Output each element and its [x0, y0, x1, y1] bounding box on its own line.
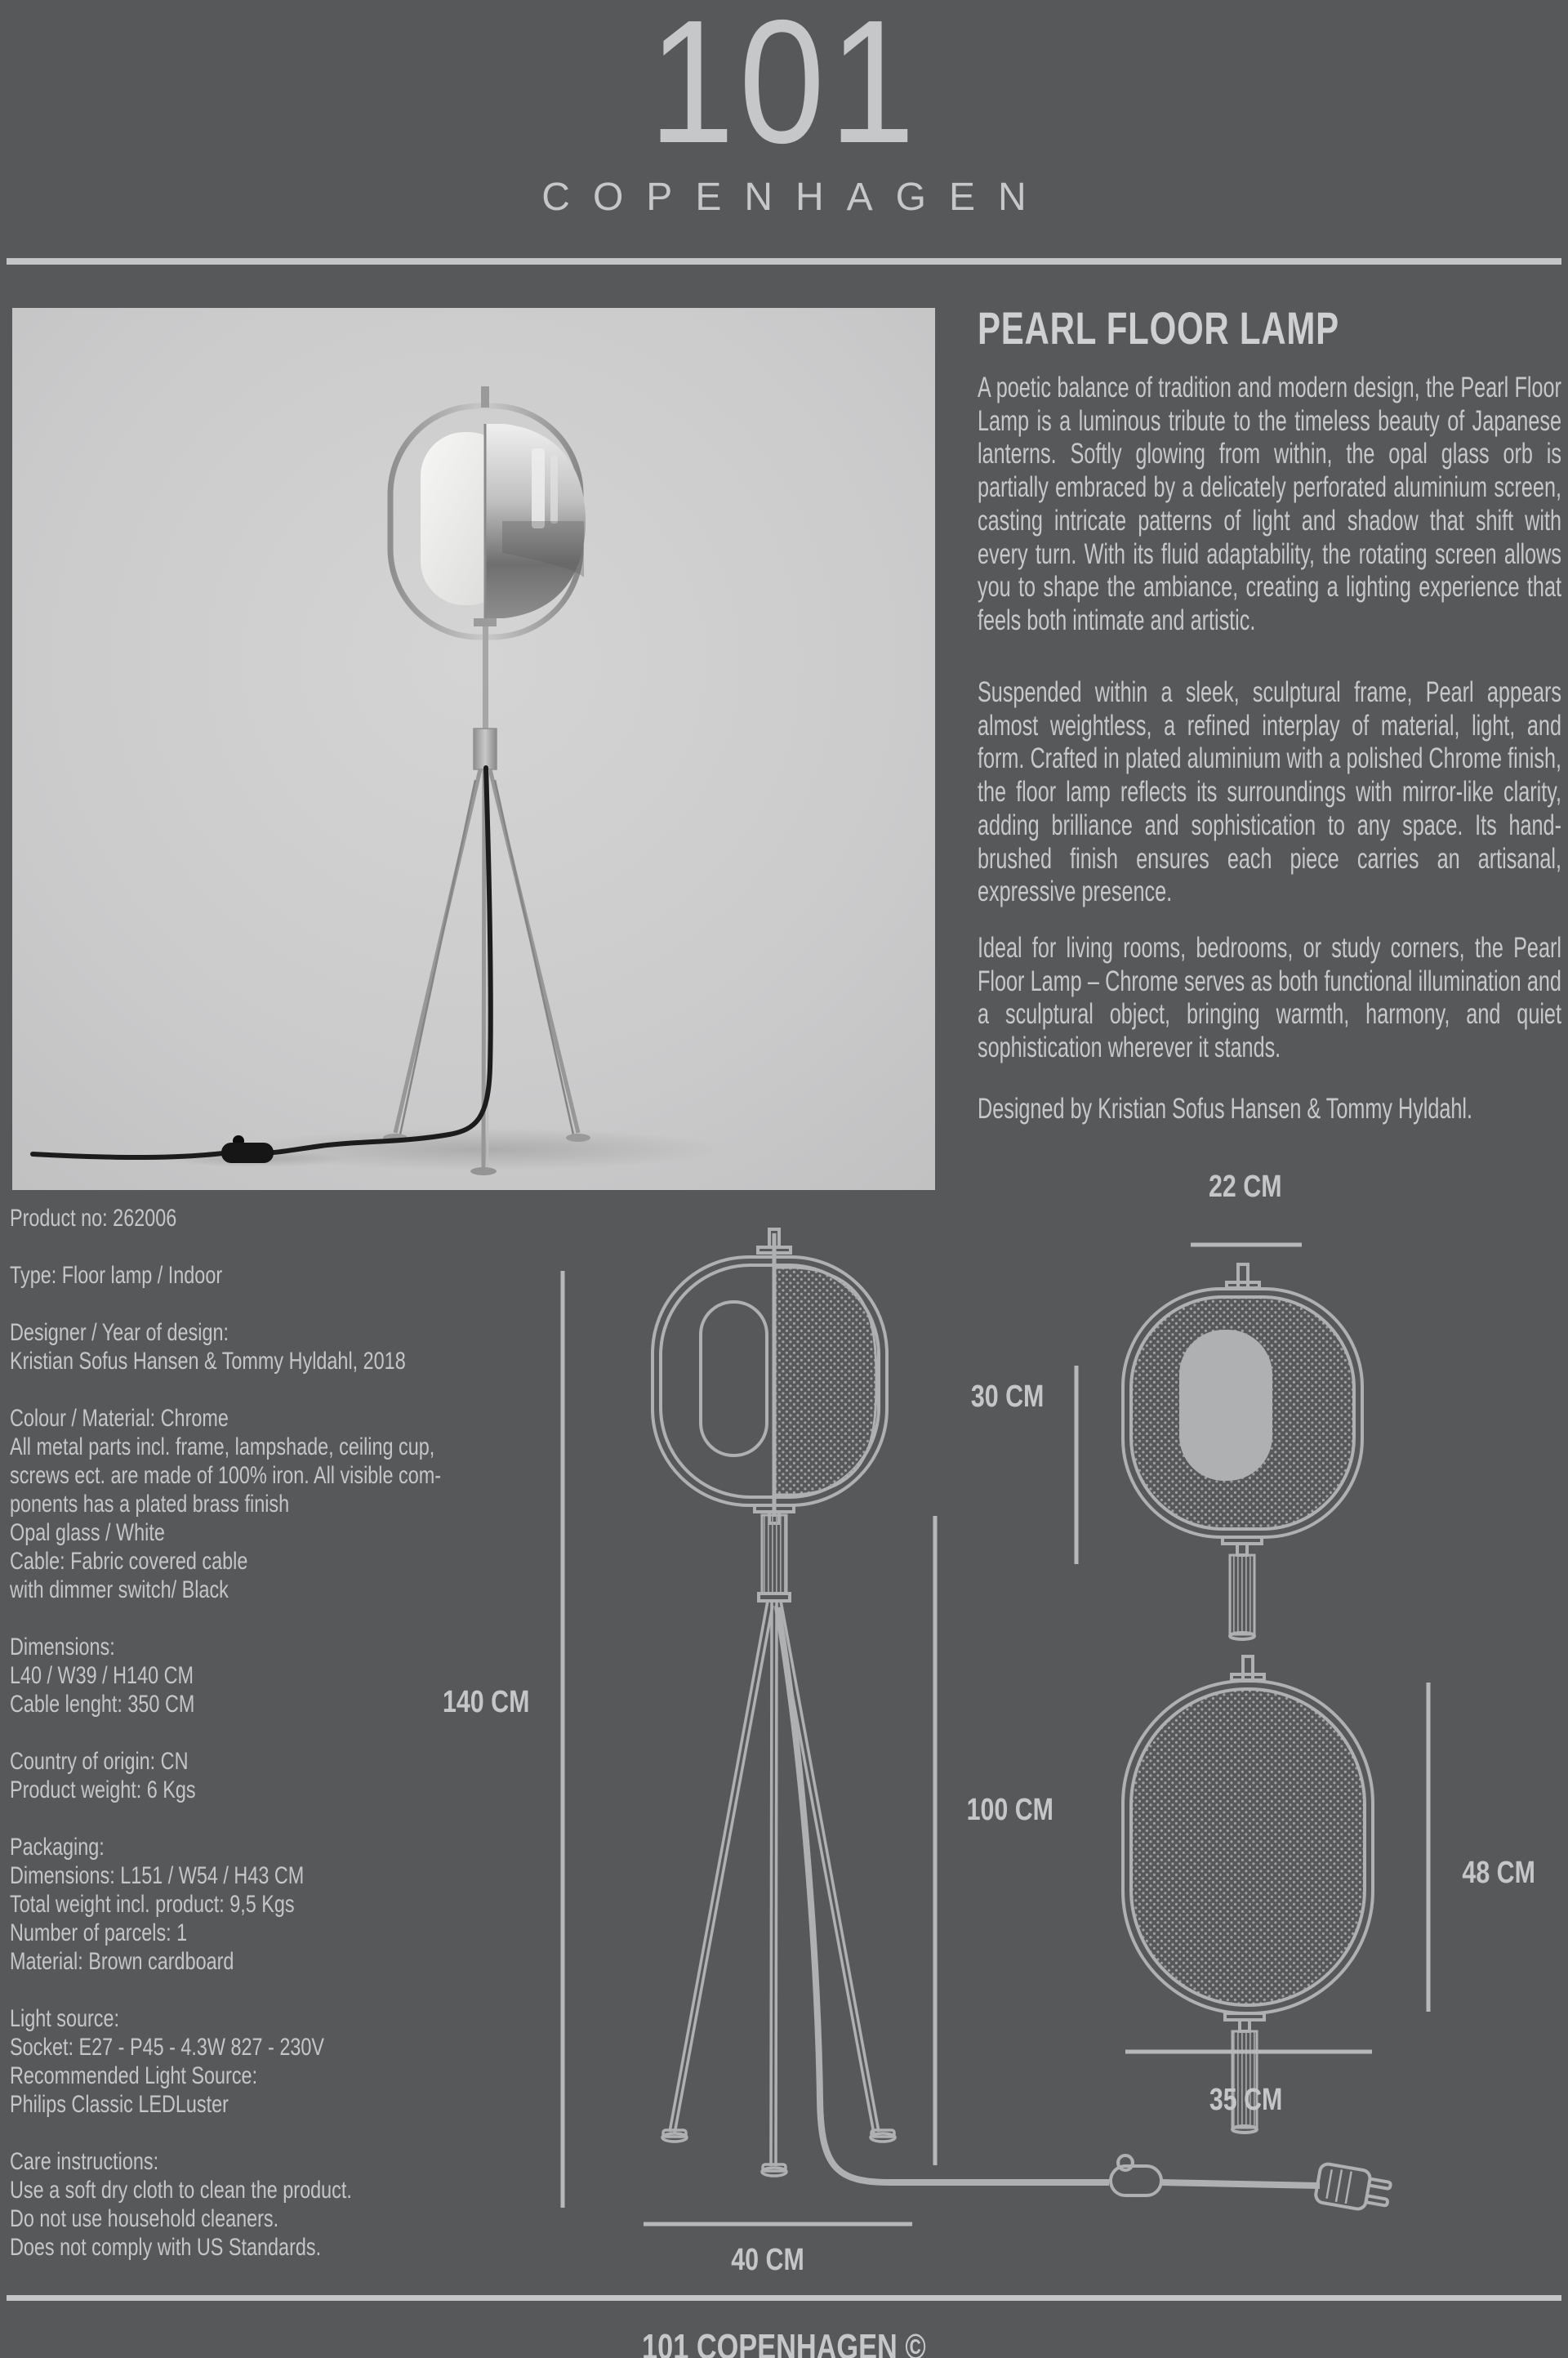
side-bottom-pin	[1240, 2020, 1250, 2031]
side-view-drawing	[644, 1516, 1428, 2224]
dim-label-35cm: 35 CM	[1209, 2082, 1283, 2117]
footer	[0, 2329, 1568, 2358]
dim-label-40cm: 40 CM	[731, 2242, 804, 2277]
spec-line: ponents has a plated brass finish	[10, 1491, 290, 1518]
spec-line: Type: Floor lamp / Indoor	[10, 1262, 223, 1289]
description-paragraph-2: Suspended within a sleek, sculptural frame, Pearl appears almost weightless, a refined interplay of material, light, and form. Crafted in plated aluminium with a polished Chrome finish, the floor lamp reflects its surroundings with mirror-like clarity, adding brilliance and sophistication to any space. Its hand-brushed finish ensures each piece carries an artisanal, expressive presence.	[978, 676, 1561, 908]
footer-copyright: 101 COPENHAGEN ©	[642, 2327, 926, 2358]
spec-line: Colour / Material: Chrome	[10, 1405, 229, 1432]
spec-line: Cable lenght: 350 CM	[10, 1691, 195, 1718]
footer-divider	[7, 2295, 1561, 2301]
dim-label-140cm: 140 CM	[442, 1684, 530, 1719]
photo-rod	[483, 626, 488, 729]
spec-line: L40 / W39 / H140 CM	[10, 1662, 194, 1689]
designer-note: Designed by Kristian Sofus Hansen & Tommy Hyldahl.	[978, 1093, 1473, 1125]
spec-line: Light source:	[10, 2005, 119, 2032]
spec-line: Care instructions:	[10, 2148, 159, 2175]
technical-drawings	[425, 1160, 1568, 2287]
spec-line: Product no: 262006	[10, 1205, 177, 1232]
photo-bottom-bracket	[474, 618, 497, 626]
spec-line: Kristian Sofus Hansen & Tommy Hyldahl, 2018	[10, 1348, 406, 1375]
dim-label-100cm: 100 CM	[966, 1792, 1054, 1827]
photo-dimmer-switch	[221, 1143, 274, 1163]
spec-line: Philips Classic LEDLuster	[10, 2091, 229, 2118]
spec-line: with dimmer switch/ Black	[10, 1576, 229, 1603]
front-collar	[759, 1594, 790, 1601]
spec-line: Material: Brown cardboard	[10, 1948, 234, 1975]
header-divider	[7, 258, 1561, 265]
head-top-bar	[1227, 1282, 1259, 1288]
drawing-power-plug	[1315, 2163, 1392, 2214]
head-stem-end	[1230, 1633, 1254, 1639]
spec-line: Designer / Year of design:	[10, 1319, 229, 1346]
photo-reflection-streak	[532, 448, 545, 528]
front-mesh-screen	[774, 1268, 876, 1495]
photo-top-pin	[481, 386, 489, 408]
photo-foot-right	[566, 1134, 590, 1142]
side-top-pin	[1243, 1656, 1253, 1681]
spec-line: Country of origin: CN	[10, 1748, 189, 1775]
description-paragraph-1: A poetic balance of tradition and modern design, the Pearl Floor Lamp is a luminous tribute to the timeless beauty of Japanese lanterns. Softly glowing from within, the opal glass orb is partially embraced by a delicately perforated aluminium screen, casting intricate patterns of light and shadow that shift with every turn. With its fluid adaptability, the rotating screen allows you to shape the ambiance, creating a lighting experience that feels both intimate and artistic.	[978, 372, 1561, 636]
spec-line: Cable: Fabric covered cable	[10, 1548, 248, 1575]
head-top-pin	[1238, 1264, 1248, 1289]
head-view-drawing	[1076, 1245, 1362, 1639]
description-paragraph-3: Ideal for living rooms, bedrooms, or study corners, the Pearl Floor Lamp – Chrome serves as both functional illumination and a sculptural object, bringing warmth, harmony, and quiet sophistication wherever it stands.	[978, 932, 1561, 1064]
brand-logo-name: COPENHAGEN	[541, 176, 1049, 219]
spec-line: Packaging:	[10, 1834, 105, 1861]
drawing-cable-2	[1161, 2182, 1320, 2186]
spec-line: Opal glass / White	[10, 1519, 165, 1546]
photo-ribbed-collar	[474, 729, 497, 769]
front-ribbed-stem	[762, 1515, 786, 1594]
head-opal	[1179, 1330, 1272, 1481]
spec-line: Does not comply with US Standards.	[10, 2234, 322, 2261]
dim-label-30cm: 30 CM	[970, 1379, 1045, 1414]
brand-logo-number: 101	[648, 0, 920, 180]
front-opal-orb	[701, 1302, 767, 1455]
front-tripod-legs	[670, 1601, 879, 2166]
head-stem	[1230, 1555, 1254, 1634]
spec-line: All metal parts incl. frame, lampshade, ceiling cup,	[10, 1433, 435, 1460]
dim-label-48cm: 48 CM	[1462, 1855, 1535, 1890]
side-top-bar	[1232, 1674, 1264, 1680]
spec-line: Do not use household cleaners.	[10, 2205, 279, 2232]
drawing-dimmer-switch	[1111, 2155, 1161, 2195]
spec-line: Socket: E27 - P45 - 4.3W 827 - 230V	[10, 2034, 325, 2061]
product-photo	[12, 308, 935, 1190]
spec-line: screws ect. are made of 100% iron. All visible com-	[10, 1462, 442, 1489]
side-mesh	[1131, 1689, 1365, 2005]
drawing-cable	[777, 1607, 1109, 2182]
side-stem-end	[1232, 2126, 1257, 2133]
dim-label-22cm: 22 CM	[1209, 1169, 1282, 1204]
spec-line: Recommended Light Source:	[10, 2062, 258, 2089]
head-bottom-pin	[1237, 1544, 1247, 1555]
photo-reflection-streak-2	[550, 455, 558, 524]
spec-line: Dimensions:	[10, 1634, 115, 1660]
front-feet	[662, 2130, 895, 2176]
spec-line: Product weight: 6 Kgs	[10, 1776, 196, 1803]
product-title: PEARL FLOOR LAMP	[978, 302, 1339, 354]
spec-line: Use a soft dry cloth to clean the product.	[10, 2177, 352, 2204]
spec-line: Number of parcels: 1	[10, 1919, 188, 1946]
spec-line: Dimensions: L151 / W54 / H43 CM	[10, 1862, 305, 1889]
spec-line: Total weight incl. product: 9,5 Kgs	[10, 1891, 295, 1918]
dimension-labels	[443, 1170, 1535, 2277]
